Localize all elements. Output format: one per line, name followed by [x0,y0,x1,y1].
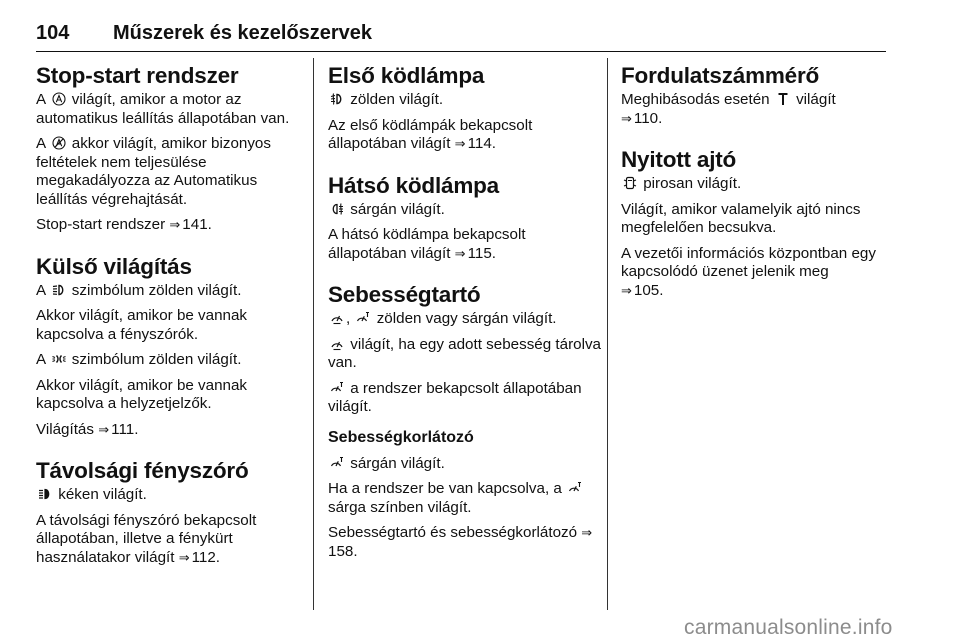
frontfog-para-1: zölden világít. [328,91,603,110]
side-light-icon [52,352,66,366]
page-number: 104 [36,22,70,44]
page-link[interactable]: 105. [633,281,664,299]
page-link[interactable]: 115. [467,244,497,262]
fault-t-icon [776,92,790,106]
section-title-door-open: Nyitott ajtó [621,147,737,172]
chapter-title: Műszerek és kezelőszervek [113,22,373,44]
page-ref-arrow-icon: ⇒ [454,245,466,261]
frontfog-para-2: Az első ködlámpák bekapcsolt állapotában világít ⇒ 114. [328,116,533,152]
cruise-para-3: a rendszer bekapcsolt állapotában világít. [328,379,582,415]
page-link[interactable]: 110. [633,109,663,127]
door-para-3: A vezetői információs központban egy kapcsolódó üzenet jelenik meg ⇒ 105. [621,244,876,299]
stopstart-para-2: A akkor világít, amikor bizonyos feltételek nem teljesülése megakadályozza az Automatikus leállítás végrehajtását. [36,135,271,208]
autostop-disabled-icon [52,136,66,150]
page-link[interactable]: 111. [111,420,139,438]
page-ref-arrow-icon: ⇒ [581,525,593,540]
limiter-para-2: Ha a rendszer be van kapcsolva, a sárga színben világít. [328,480,603,517]
exterior-para-1: A szimbólum zölden világít. [36,281,242,299]
section-title-front-fog: Első ködlámpa [328,63,485,88]
cruise-control-set-icon [356,311,370,325]
rearfog-para-1: sárgán világít. [328,201,603,220]
exterior-para-2: Akkor világít, amikor be vannak kapcsolva a fényszórók. [36,307,248,343]
column-3 [621,62,889,307]
exterior-para-4: Akkor világít, amikor be vannak kapcsolva a helyzetjelzők. [36,376,248,412]
speed-limiter-icon [330,456,344,470]
page-link[interactable]: 158. [328,542,358,560]
stopstart-para-1: A világít, amikor a motor az automatikus leállítás állapotában van. [36,91,290,127]
column-divider-left [313,58,314,610]
door-open-icon [623,176,637,190]
watermark: carmanualsonline.info [684,616,893,639]
section-title-stopstart: Stop-start rendszer [36,63,239,88]
page-link[interactable]: 114. [467,135,497,152]
headlight-icon [52,283,66,297]
highbeam-para-1: kéken világít. [36,486,306,505]
rearfog-para-2: A hátsó ködlámpa bekapcsolt állapotában világít ⇒ 115. [328,226,526,262]
page-ref-arrow-icon: ⇒ [98,421,110,437]
limiter-ref: Sebességtartó és sebességkorlátozó ⇒158. [328,524,593,560]
high-beam-icon [38,487,52,501]
exterior-para-3: A szimbólum zölden világít. [36,351,242,368]
cruise-para-2: világít, ha egy adott sebesség tárolva van. [328,335,601,371]
section-title-exterior-lights: Külső világítás [36,253,192,279]
limiter-para-1: sárgán világít. [328,455,603,474]
page-ref-arrow-icon: ⇒ [621,110,632,126]
page-ref-arrow-icon: ⇒ [169,217,181,232]
exterior-ref: Világítás ⇒ 111. [36,420,139,438]
stopstart-ref: Stop-start rendszer ⇒ 141. [36,216,212,233]
section-title-high-beam: Távolsági fényszóró [36,458,249,483]
page-link[interactable]: 112. [191,548,221,566]
page-header [36,22,886,52]
section-title-rear-fog: Hátsó ködlámpa [328,172,499,198]
highbeam-para-2: A távolsági fényszóró bekapcsolt állapotában, illetve a fénykürt használatakor világít ⇒ 112. [36,511,257,566]
subsection-title-speed-limiter: Sebességkorlátozó [328,428,474,446]
cruise-para-1: , zölden vagy sárgán világít. [328,310,603,329]
page-ref-arrow-icon: ⇒ [454,136,466,151]
speed-limiter-icon [568,481,582,495]
column-1 [36,62,306,574]
page-link[interactable]: 141. [182,216,212,233]
header-rule [36,51,886,52]
tacho-para-1: Meghibásodás esetén világít ⇒ 110. [621,91,836,127]
autostop-icon [52,92,66,106]
page-ref-arrow-icon: ⇒ [621,282,632,298]
section-title-cruise-control: Sebességtartó [328,282,481,307]
column-divider-right [607,58,608,610]
rear-fog-light-icon [330,202,344,216]
cruise-control-icon [330,311,344,325]
door-para-1: pirosan világít. [621,175,889,194]
page-ref-arrow-icon: ⇒ [178,549,190,565]
section-title-tachometer: Fordulatszámmérő [621,63,820,88]
cruise-control-icon [330,337,344,351]
column-2 [328,62,603,568]
front-fog-light-icon [330,92,344,106]
cruise-control-set-icon [330,381,344,395]
door-para-2: Világít, amikor valamelyik ajtó nincs megfelelően becsukva. [621,200,861,236]
